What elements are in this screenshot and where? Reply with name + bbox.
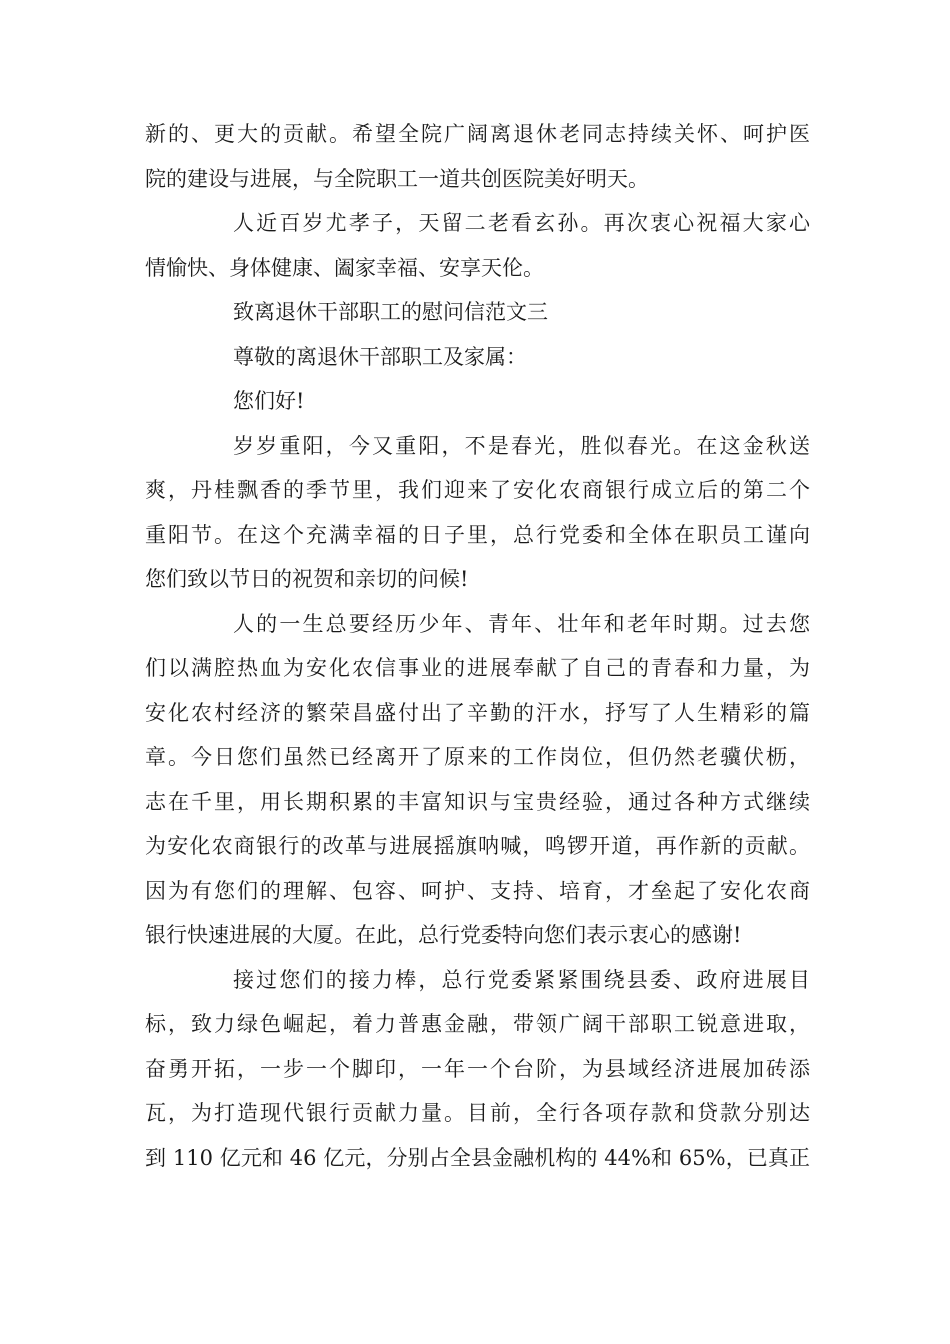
- text-line: 章。今日您们虽然已经离开了原来的工作岗位，但仍然老骥伏枥，: [145, 745, 810, 769]
- text-line: 志在千里，用长期积累的丰富知识与宝贵经验，通过各种方式继续: [145, 789, 810, 814]
- text-line: 您们致以节日的祝贺和亲切的问候!: [145, 567, 469, 591]
- text-line: 为安化农商银行的改革与进展摇旗呐喊，鸣锣开道，再作新的贡献。: [145, 834, 810, 858]
- text-line: 因为有您们的理解、包容、呵护、支持、培育，才垒起了安化农商: [145, 878, 810, 903]
- text-line: 到 110 亿元和 46 亿元，分别占全县金融机构的 44%和 65%，已真正: [145, 1145, 810, 1170]
- text-line: 安化农村经济的繁荣昌盛付出了辛勤的汗水，抒写了人生精彩的篇: [145, 700, 810, 725]
- section-title: 致离退休干部职工的慰问信范文三: [233, 300, 548, 324]
- text-line: 情愉快、身体健康、阖家幸福、安享天伦。: [145, 255, 544, 280]
- paragraph-start-line: 接过您们的接力棒，总行党委紧紧围绕县委、政府进展目: [233, 967, 810, 992]
- text-line: 院的建设与进展，与全院职工一道共创医院美好明天。: [145, 166, 649, 191]
- greeting: 您们好!: [233, 389, 305, 413]
- document-body: [145, 112, 810, 1180]
- text-line: 银行快速进展的大厦。在此，总行党委特向您们表示衷心的感谢!: [145, 923, 742, 947]
- salutation: 尊敬的离退休干部职工及家属：: [233, 344, 527, 369]
- text-line: 标，致力绿色崛起，着力普惠金融，带领广阔干部职工锐意进取，: [145, 1012, 810, 1036]
- paragraph-start-line: 人近百岁尤孝子，天留二老看玄孙。再次衷心祝福大家心: [233, 211, 810, 235]
- paragraph-start-line: 岁岁重阳，今又重阳，不是春光，胜似春光。在这金秋送: [233, 433, 810, 458]
- paragraph-start-line: 人的一生总要经历少年、青年、壮年和老年时期。过去您: [233, 611, 810, 636]
- text-line: 新的、更大的贡献。希望全院广阔离退休老同志持续关怀、呵护医: [145, 122, 810, 146]
- text-line: 们以满腔热血为安化农信事业的进展奉献了自己的青春和力量，为: [145, 656, 810, 680]
- text-line: 爽，丹桂飘香的季节里，我们迎来了安化农商银行成立后的第二个: [145, 478, 810, 502]
- text-line: 重阳节。在这个充满幸福的日子里，总行党委和全体在职员工谨向: [145, 522, 810, 547]
- text-line: 瓦，为打造现代银行贡献力量。目前，全行各项存款和贷款分别达: [145, 1101, 810, 1125]
- text-line: 奋勇开拓，一步一个脚印，一年一个台阶，为县域经济进展加砖添: [145, 1056, 810, 1081]
